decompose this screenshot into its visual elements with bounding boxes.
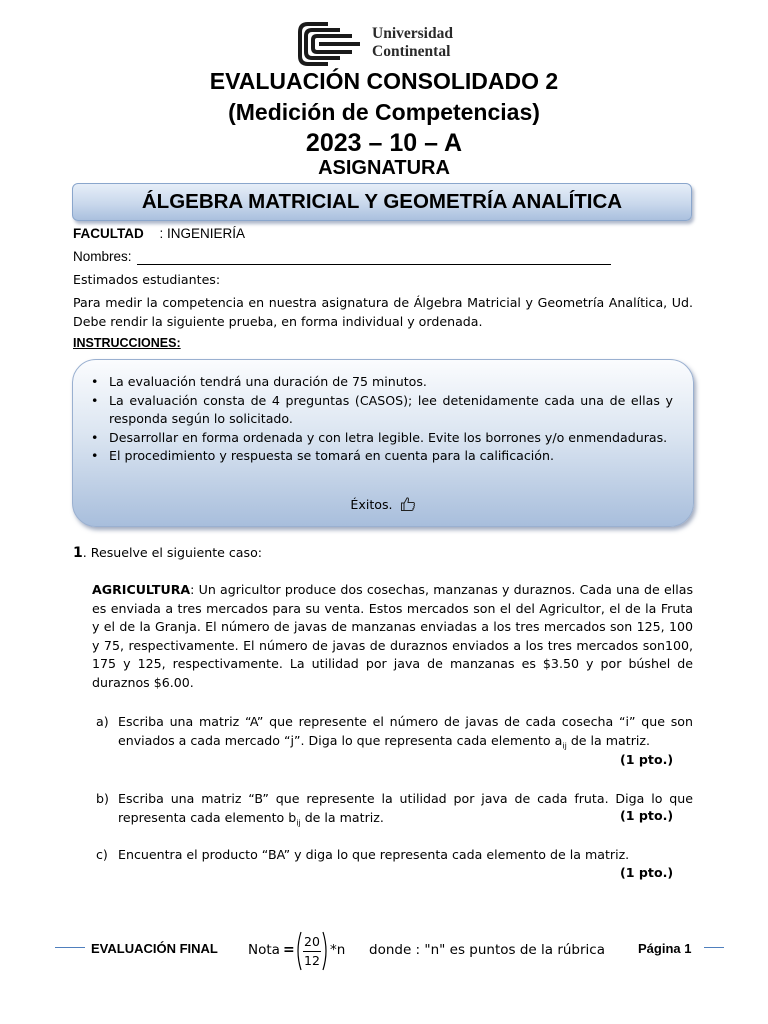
question-text: . Resuelve el siguiente caso: — [82, 545, 263, 560]
footer-left-label: EVALUACIÓN FINAL — [91, 941, 218, 956]
right-paren-icon — [322, 931, 330, 971]
instruction-item: • La evaluación consta de 4 preguntas (CASOS); lee detenidamente cada una de ellas y responda según lo solicitado. — [91, 392, 673, 426]
names-label: Nombres: — [73, 249, 132, 264]
formula-numerator: 20 — [304, 934, 320, 949]
bullet-icon: • — [91, 374, 99, 389]
instruction-item: • La evaluación tendrá una duración de 75 minutos. — [89, 373, 673, 392]
bullet-icon: • — [91, 448, 99, 463]
instruction-item: • El procedimiento y respuesta se tomará en cuenta para la calificación. — [89, 447, 673, 466]
points-b: (1 pto.) — [620, 808, 674, 823]
formula-nota: Nota — [248, 942, 280, 958]
formula-denominator: 12 — [304, 953, 320, 968]
instructions-heading: INSTRUCCIONES: — [73, 336, 181, 350]
case-text: : Un agricultor produce dos cosechas, manzanas y duraznos. Cada una de ellas es enviada a tres mercados para su venta. Estos mercados son el del Agricultor, el de la Fruta y el de la Granja. El número de javas de manzanas enviadas a los tres mercados son 125, 100 y 75, respectivamente. El número de javas de duraznos enviados a los tres mercados son100, 175 y 125, respectivamente. La utilidad por java de manzanas es $3.50 y por búshel de duraznos $6.00. — [92, 582, 693, 690]
subject-label: ASIGNATURA — [318, 157, 450, 179]
part-label: a) — [96, 714, 109, 729]
points-c: (1 pto.) — [620, 865, 674, 880]
bullet-icon: • — [91, 392, 99, 408]
left-paren-icon — [294, 931, 302, 971]
formula-equals: = — [283, 942, 295, 958]
part-label: b) — [96, 791, 109, 806]
part-text: Encuentra el producto “BA” y diga lo que representa cada elemento de la matriz. — [118, 847, 630, 862]
question-number: 1 — [73, 545, 83, 561]
university-line1: Universidad — [372, 25, 453, 42]
footer-rule-right — [704, 947, 724, 948]
case-title: AGRICULTURA — [92, 582, 191, 597]
part-label: c) — [96, 847, 108, 862]
exam-title: EVALUACIÓN CONSOLIDADO 2 — [209, 68, 559, 94]
university-logo — [298, 22, 498, 66]
faculty-value: : INGENIERÍA — [159, 226, 246, 241]
instructions-box — [72, 359, 694, 527]
part-text: Escriba una matriz “A” que represente el número de javas de cada cosecha “i” que son enviados a cada mercado “j”. Diga lo que representa cada elemento $a_{ij}$ de la matriz. — [118, 714, 693, 751]
thumbs-up-icon — [400, 496, 416, 512]
subject-banner: ÁLGEBRA MATRICIAL Y GEOMETRÍA ANALÍTICA — [72, 183, 692, 221]
instructions-list — [89, 373, 673, 466]
university-line2: Continental — [372, 43, 451, 60]
formula-where: donde : "n" es puntos de la rúbrica — [369, 942, 605, 958]
greeting: Estimados estudiantes: — [73, 272, 221, 287]
university-name — [372, 25, 453, 61]
exam-term: 2023 – 10 – A — [305, 129, 463, 157]
question-part-b — [96, 790, 693, 833]
points-a: (1 pto.) — [620, 752, 674, 767]
question-1-prompt — [73, 544, 262, 563]
faculty-label: FACULTAD — [73, 226, 144, 241]
part-text: Escriba una matriz “B” que represente la utilidad por java de cada fruta. Diga lo que representa cada elemento $b_{ij}$ de la matriz. — [118, 791, 693, 828]
closing-line — [73, 496, 693, 515]
formula-times-n: *n — [330, 942, 346, 958]
bullet-icon: • — [91, 429, 99, 445]
footer-rule-left — [55, 947, 85, 948]
intro-paragraph: Para medir la competencia en nuestra asignatura de Álgebra Matricial y Geometría Analítica, Ud. Debe rendir la siguiente prueba, en forma individual y ordenada. — [73, 295, 693, 329]
page-number: Página 1 — [638, 941, 692, 956]
names-line[interactable] — [137, 264, 611, 265]
case-paragraph — [92, 581, 693, 692]
faculty-row — [73, 226, 245, 241]
exam-subtitle: (Medición de Competencias) — [228, 99, 540, 125]
logo-mark-icon — [298, 22, 364, 66]
instruction-item: • Desarrollar en forma ordenada y con letra legible. Evite los borrones y/o enmendaduras. — [89, 429, 673, 448]
question-part-a — [96, 713, 693, 756]
question-part-c — [96, 846, 693, 865]
closing-text: Éxitos. — [350, 497, 393, 512]
